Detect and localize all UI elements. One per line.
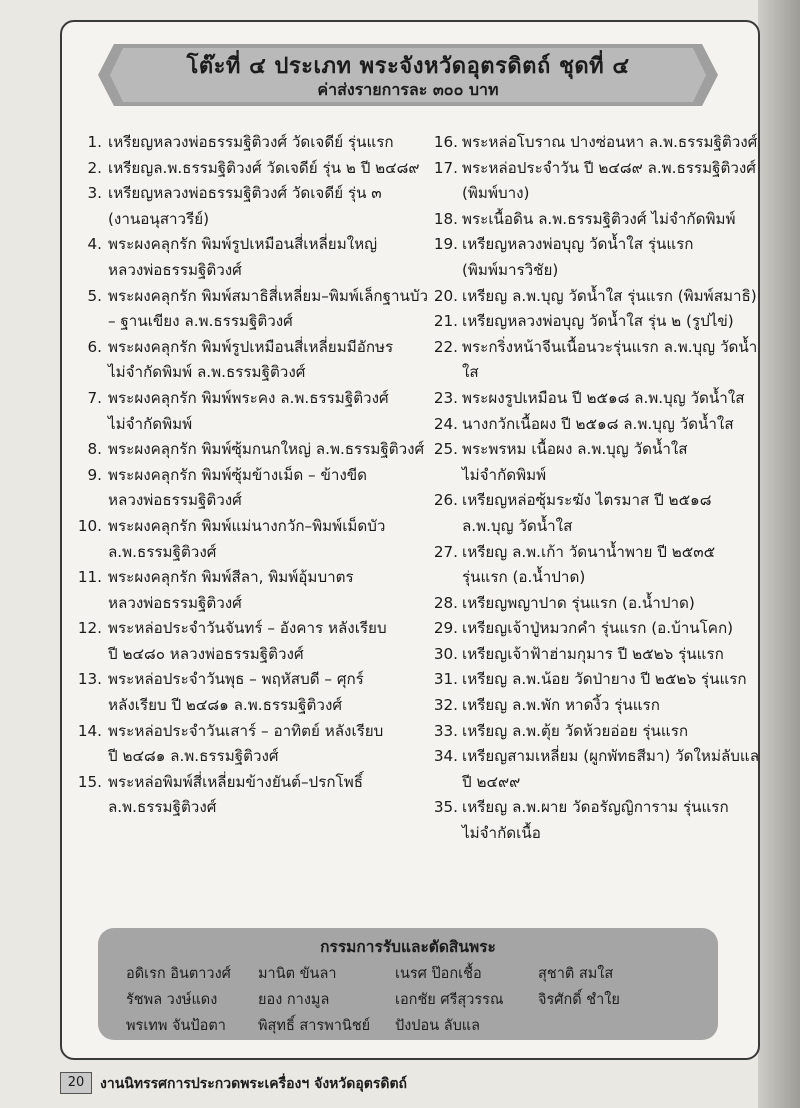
item-text: เหรียญหล่อซุ้มระฆัง ไตรมาส ปี ๒๕๑๘ ล.พ.บุญ วัดน้ำใส — [462, 491, 712, 535]
item-text: พระหล่อประจำวันจันทร์ – อังคาร หลังเรียบ ปี ๒๔๘๐ หลวงพ่อธรรมฐิติวงศ์ — [108, 619, 387, 663]
item-number: 10. — [77, 516, 102, 535]
item-text: เหรียญ ล.พ.เก้า วัดนาน้ำพาย ปี ๒๕๓๕ รุ่นแรก (อ.น้ำปาด) — [462, 542, 716, 587]
item-number: 3. — [87, 184, 102, 203]
page-edge-shadow — [758, 0, 800, 1108]
committee-member: เนรศ ป๊อกเชื้อ — [395, 966, 482, 982]
item-number: 13. — [77, 670, 102, 689]
item-number: 6. — [87, 337, 102, 356]
committee-member: อดิเรก อินตาวงศ์ — [126, 966, 231, 982]
list-item — [70, 335, 430, 386]
item-text: พระผงคลุกรัก พิมพ์ซุ้มข้างเม็ด – ข้างขีด หลวงพ่อธรรมฐิติวงศ์ — [108, 465, 368, 510]
committee-member: รัชพล วงษ์แดง — [126, 992, 218, 1008]
item-text: เหรียญ ล.พ.ตุ้ย วัดห้วยอ่อย รุ่นแรก — [462, 721, 689, 740]
item-number: 19. — [433, 235, 458, 254]
item-text: พระหล่อประจำวันพุธ – พฤหัสบดี – ศุกร์ หลังเรียบ ปี ๒๔๘๑ ล.พ.ธรรมฐิติวงศ์ — [108, 670, 364, 715]
item-number: 31. — [433, 670, 458, 689]
item-number: 32. — [433, 696, 458, 715]
item-number: 14. — [77, 721, 102, 740]
item-text: พระหล่อโบราณ ปางซ่อนหา ล.พ.ธรรมฐิติวงศ์ — [462, 133, 758, 151]
committee-member: จิรศักดิ์ ชำใย — [538, 992, 620, 1008]
list-item — [428, 540, 763, 591]
list-item — [428, 667, 763, 693]
committee-box — [98, 928, 718, 1040]
item-text: เหรียญ ล.พ.น้อย วัดป่ายาง ปี ๒๕๒๖ รุ่นแรก — [462, 670, 747, 689]
list-item — [428, 156, 763, 207]
list-item — [428, 437, 763, 488]
item-number: 12. — [77, 619, 102, 638]
item-text: พระหล่อประจำวัน ปี ๒๔๘๙ ล.พ.ธรรมฐิติวงศ์ (พิมพ์บาง) — [462, 158, 756, 203]
committee-member: เอกชัย ศรีสุวรรณ — [395, 992, 504, 1008]
list-item — [428, 693, 763, 719]
footer-event-title: งานนิทรรศการประกวดพระเครื่องฯ จังหวัดอุตรดิตถ์ — [100, 1076, 408, 1092]
item-number: 24. — [433, 414, 458, 433]
list-item — [428, 488, 763, 539]
list-item — [70, 130, 430, 156]
shipping-fee-subtitle: ค่าส่งรายการละ ๓๐๐ บาท — [317, 80, 499, 99]
list-item — [428, 386, 763, 412]
item-text: เหรียญหลวงพ่อบุญ วัดน้ำใส รุ่นแรก (พิมพ์มารวิชัย) — [462, 235, 694, 279]
item-text: พระผงคลุกรัก พิมพ์แม่นางกวัก–พิมพ์เม็ดบัว ล.พ.ธรรมฐิติวงศ์ — [108, 516, 386, 561]
item-text: พระผงรูปเหมือน ปี ๒๕๑๘ ล.พ.บุญ วัดน้ำใส — [462, 388, 745, 407]
item-number: 1. — [87, 133, 102, 151]
list-item — [428, 284, 763, 310]
page-number: 20 — [60, 1072, 92, 1094]
item-text: เหรียญหลวงพ่อธรรมฐิติวงศ์ วัดเจดีย์ รุ่นแรก — [108, 133, 394, 151]
item-text: พระหล่อพิมพ์สี่เหลี่ยมข้างยันต์–ปรกโพธิ์ ล.พ.ธรรมฐิติวงศ์ — [108, 772, 363, 817]
list-item — [70, 181, 430, 232]
item-text: เหรียญสามเหลี่ยม (ผูกพัทธสีมา) วัดใหม่ลับแล ปี ๒๔๙๙ — [462, 747, 760, 791]
item-text: พระผงคลุกรัก พิมพ์พระคง ล.พ.ธรรมฐิติวงศ์ ไม่จำกัดพิมพ์ — [108, 388, 389, 433]
item-number: 2. — [87, 158, 102, 177]
item-number: 11. — [77, 568, 102, 587]
list-item — [428, 642, 763, 668]
item-number: 20. — [433, 286, 458, 305]
item-number: 21. — [433, 312, 458, 331]
item-text: เหรียญล.พ.ธรรมฐิติวงศ์ วัดเจดีย์ รุ่น ๒ ปี ๒๔๘๙ — [108, 158, 420, 177]
list-item — [428, 795, 763, 846]
list-item — [428, 744, 763, 795]
item-number: 33. — [433, 721, 458, 740]
list-item — [70, 770, 430, 821]
list-item — [70, 514, 430, 565]
item-text: พระผงคลุกรัก พิมพ์สีลา, พิมพ์อุ้มบาตร หลวงพ่อธรรมฐิติวงศ์ — [108, 568, 354, 612]
item-number: 16. — [433, 133, 458, 151]
committee-member: ปังปอน ลับแล — [395, 1018, 481, 1034]
item-text: พระผงคลุกรัก พิมพ์ซุ้มกนกใหญ่ ล.พ.ธรรมฐิติวงศ์ — [108, 440, 425, 459]
list-item — [70, 719, 430, 770]
item-number: 34. — [433, 747, 458, 766]
item-number: 8. — [87, 440, 102, 459]
item-text: เหรียญเจ้าปู่หมวกคำ รุ่นแรก (อ.บ้านโคก) — [462, 619, 734, 638]
list-item — [428, 591, 763, 617]
item-number: 26. — [433, 491, 458, 510]
item-text: เหรียญพญาปาด รุ่นแรก (อ.น้ำปาด) — [462, 593, 695, 612]
list-item — [428, 130, 763, 156]
item-number: 22. — [433, 337, 458, 356]
item-text: พระเนื้อดิน ล.พ.ธรรมฐิติวงศ์ ไม่จำกัดพิมพ์ — [462, 209, 736, 228]
item-number: 27. — [433, 542, 458, 561]
committee-member: พิสุทธิ์ สารพานิชย์ — [258, 1018, 371, 1034]
item-text: เหรียญ ล.พ.บุญ วัดน้ำใส รุ่นแรก (พิมพ์สมาธิ) — [462, 286, 757, 305]
item-text: พระพรหม เนื้อผง ล.พ.บุญ วัดน้ำใส ไม่จำกัดพิมพ์ — [462, 440, 688, 484]
item-list-left — [70, 130, 430, 821]
item-number: 18. — [433, 209, 458, 228]
item-text: พระผงคลุกรัก พิมพ์รูปเหมือนสี่เหลี่ยมใหญ่ หลวงพ่อธรรมฐิติวงศ์ — [108, 235, 378, 279]
item-number: 7. — [87, 388, 102, 407]
item-text: พระผงคลุกรัก พิมพ์รูปเหมือนสี่เหลี่ยมมีอักษร ไม่จำกัดพิมพ์ ล.พ.ธรรมฐิติวงศ์ — [108, 337, 394, 382]
item-number: 9. — [87, 465, 102, 484]
committee-member: มานิต ขันลา — [258, 966, 337, 982]
list-item — [428, 719, 763, 745]
list-item — [428, 335, 763, 386]
list-item — [70, 156, 430, 182]
item-text: เหรียญเจ้าฟ้าฮ่ามกุมาร ปี ๒๕๒๖ รุ่นแรก — [462, 644, 724, 663]
item-text: เหรียญ ล.พ.พัก หาดงิ้ว รุ่นแรก — [462, 696, 660, 715]
committee-member: สุชาติ สมใส — [538, 966, 614, 982]
item-number: 29. — [433, 619, 458, 638]
item-text: นางกวักเนื้อผง ปี ๒๕๑๘ ล.พ.บุญ วัดน้ำใส — [462, 414, 734, 433]
list-item — [70, 232, 430, 283]
list-item — [70, 463, 430, 514]
list-item — [428, 616, 763, 642]
item-text: พระหล่อประจำวันเสาร์ – อาทิตย์ หลังเรียบ ปี ๒๔๘๑ ล.พ.ธรรมฐิติวงศ์ — [108, 721, 384, 766]
table-title: โต๊ะที่ ๔ ประเภท พระจังหวัดอุตรดิตถ์ ชุดที่ ๔ — [186, 54, 630, 79]
item-number: 25. — [433, 440, 458, 459]
list-item — [70, 565, 430, 616]
item-number: 15. — [77, 772, 102, 791]
item-text: เหรียญหลวงพ่อบุญ วัดน้ำใส รุ่น ๒ (รูปไข่) — [462, 312, 734, 331]
list-item — [70, 437, 430, 463]
item-number: 17. — [433, 158, 458, 177]
committee-member: พรเทพ จันป้อตา — [126, 1018, 226, 1034]
item-text: พระกริ่งหน้าจีนเนื้อนวะรุ่นแรก ล.พ.บุญ วัดน้ำใส — [462, 337, 758, 382]
item-text: พระผงคลุกรัก พิมพ์สมาธิสี่เหลี่ยม–พิมพ์เล็กฐานบัว – ฐานเขียง ล.พ.ธรรมฐิติวงศ์ — [108, 286, 429, 331]
list-item — [428, 309, 763, 335]
item-text: เหรียญหลวงพ่อธรรมฐิติวงศ์ วัดเจดีย์ รุ่น ๓ (งานอนุสาวรีย์) — [108, 184, 382, 228]
item-number: 28. — [433, 593, 458, 612]
committee-member: ยอง กางมูล — [258, 992, 330, 1008]
list-item — [70, 616, 430, 667]
list-item — [70, 284, 430, 335]
list-item — [70, 667, 430, 718]
item-number: 4. — [87, 235, 102, 254]
item-number: 35. — [433, 798, 458, 817]
item-number: 30. — [433, 644, 458, 663]
item-number: 5. — [87, 286, 102, 305]
list-item — [70, 386, 430, 437]
list-item — [428, 412, 763, 438]
committee-title: กรรมการรับและตัดสินพระ — [320, 938, 496, 956]
item-number: 23. — [433, 388, 458, 407]
list-item — [428, 232, 763, 283]
item-text: เหรียญ ล.พ.ผาย วัดอรัญญิการาม รุ่นแรก ไม่จำกัดเนื้อ — [462, 798, 729, 843]
list-item — [428, 207, 763, 233]
item-list-right — [428, 130, 763, 847]
